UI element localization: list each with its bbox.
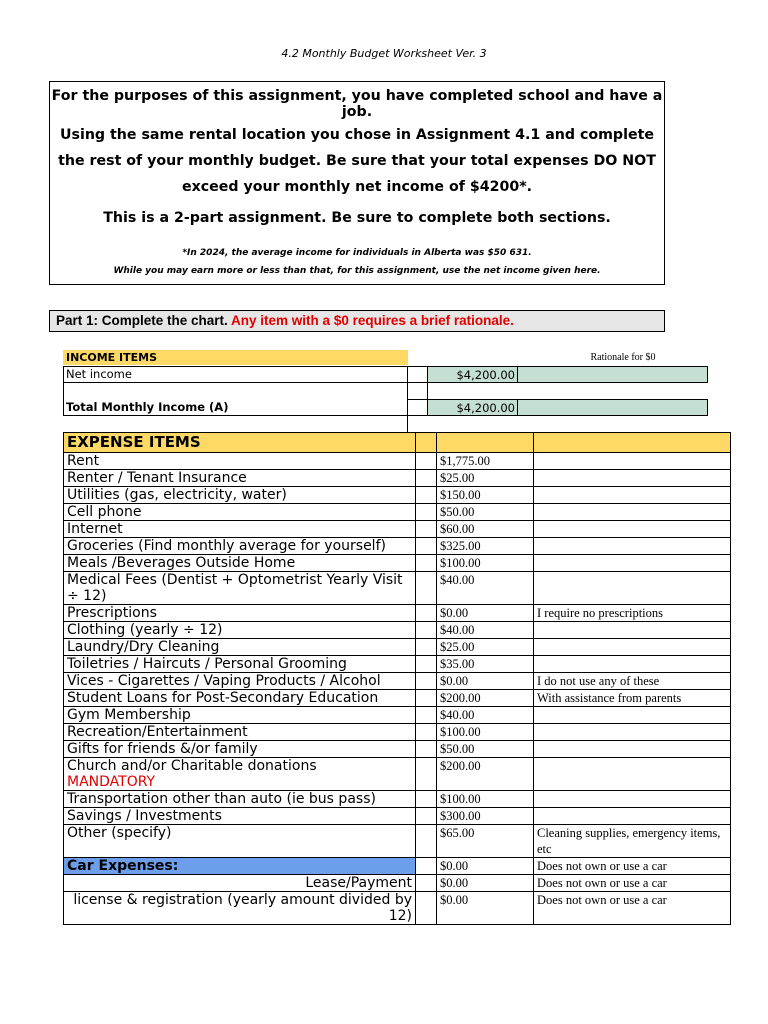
expense-row bbox=[64, 791, 731, 808]
income-table bbox=[63, 366, 708, 433]
expense-row bbox=[64, 639, 731, 656]
expense-label: Renter / Tenant Insurance bbox=[64, 470, 416, 487]
expense-row bbox=[64, 521, 731, 538]
rationale-cell[interactable] bbox=[534, 758, 731, 791]
expense-row bbox=[64, 825, 731, 858]
gap-cell bbox=[416, 707, 437, 724]
car-expense-label: Lease/Payment bbox=[64, 875, 416, 892]
gap-cell bbox=[416, 521, 437, 538]
expense-row bbox=[64, 758, 731, 791]
expense-row bbox=[64, 555, 731, 572]
amount-cell[interactable]: $40.00 bbox=[437, 622, 534, 639]
amount-cell[interactable]: $100.00 bbox=[437, 555, 534, 572]
gap-cell bbox=[416, 504, 437, 521]
expense-label: Medical Fees (Dentist + Optometrist Yearly Visit ÷ 12) bbox=[64, 572, 416, 605]
rationale-cell[interactable]: I do not use any of these bbox=[534, 673, 731, 690]
net-income-value[interactable]: $4,200.00 bbox=[427, 366, 518, 383]
amount-cell[interactable]: $35.00 bbox=[437, 656, 534, 673]
amount-cell[interactable]: $0.00 bbox=[437, 605, 534, 622]
expense-label bbox=[64, 758, 416, 791]
expense-label: Student Loans for Post-Secondary Education bbox=[64, 690, 416, 707]
gap-cell bbox=[416, 875, 437, 892]
car-expense-label: license & registration (yearly amount divided by 12) bbox=[64, 892, 416, 925]
rationale-cell[interactable] bbox=[534, 741, 731, 758]
amount-cell[interactable]: $200.00 bbox=[437, 690, 534, 707]
expense-row bbox=[64, 453, 731, 470]
income-row-border bbox=[407, 415, 428, 416]
expense-row bbox=[64, 741, 731, 758]
gap-cell bbox=[416, 825, 437, 858]
expense-row bbox=[64, 605, 731, 622]
expense-label: Toiletries / Haircuts / Personal Grooming bbox=[64, 656, 416, 673]
expense-row bbox=[64, 690, 731, 707]
amount-cell[interactable]: $200.00 bbox=[437, 758, 534, 791]
instruction-line-3: This is a 2-part assignment. Be sure to complete both sections. bbox=[103, 210, 611, 226]
charity-label: Church and/or Charitable donations bbox=[67, 758, 317, 774]
gap-cell bbox=[416, 741, 437, 758]
expense-label: Laundry/Dry Cleaning bbox=[64, 639, 416, 656]
rationale-cell[interactable] bbox=[534, 470, 731, 487]
rationale-cell[interactable]: Does not own or use a car bbox=[534, 875, 731, 892]
gap-cell bbox=[416, 892, 437, 925]
rationale-cell[interactable] bbox=[534, 639, 731, 656]
amount-cell[interactable]: $25.00 bbox=[437, 639, 534, 656]
gap-cell bbox=[416, 858, 437, 875]
expense-row bbox=[64, 504, 731, 521]
part1-label: Part 1: Complete the chart. bbox=[56, 313, 228, 328]
income-row-border bbox=[407, 366, 428, 367]
total-income-value[interactable]: $4,200.00 bbox=[427, 399, 518, 416]
expense-label: Gym Membership bbox=[64, 707, 416, 724]
car-expenses-header-row bbox=[64, 858, 731, 875]
header-amount-cell bbox=[437, 433, 534, 453]
rationale-cell[interactable]: Cleaning supplies, emergency items, etc bbox=[534, 825, 731, 858]
expense-row bbox=[64, 656, 731, 673]
gap-cell bbox=[416, 487, 437, 504]
expense-row bbox=[64, 538, 731, 555]
part1-heading bbox=[49, 310, 665, 332]
expense-label: Prescriptions bbox=[64, 605, 416, 622]
gap-cell bbox=[416, 791, 437, 808]
expense-label: Utilities (gas, electricity, water) bbox=[64, 487, 416, 504]
amount-cell[interactable]: $40.00 bbox=[437, 707, 534, 724]
income-row-border bbox=[407, 399, 428, 400]
mandatory-tag: MANDATORY bbox=[67, 774, 156, 790]
amount-cell[interactable]: $300.00 bbox=[437, 808, 534, 825]
rationale-cell[interactable] bbox=[534, 656, 731, 673]
expense-header-row bbox=[64, 433, 731, 453]
expense-row bbox=[64, 808, 731, 825]
expense-label: Recreation/Entertainment bbox=[64, 724, 416, 741]
rationale-cell[interactable] bbox=[534, 453, 731, 470]
rationale-cell[interactable] bbox=[534, 724, 731, 741]
rationale-cell[interactable] bbox=[534, 622, 731, 639]
expense-row bbox=[64, 707, 731, 724]
instruction-line-1: For the purposes of this assignment, you have completed school and have a job. bbox=[51, 88, 663, 120]
car-expense-row bbox=[64, 892, 731, 925]
rationale-cell[interactable] bbox=[534, 791, 731, 808]
amount-cell[interactable]: $100.00 bbox=[437, 791, 534, 808]
income-note-1: *In 2024, the average income for individuals in Alberta was $50 631. bbox=[182, 248, 532, 258]
rationale-cell[interactable]: Does not own or use a car bbox=[534, 858, 731, 875]
expense-row bbox=[64, 470, 731, 487]
amount-cell[interactable]: $25.00 bbox=[437, 470, 534, 487]
amount-cell[interactable]: $1,775.00 bbox=[437, 453, 534, 470]
amount-cell[interactable]: $0.00 bbox=[437, 892, 534, 925]
header-rationale-cell bbox=[534, 433, 731, 453]
instructions-box bbox=[49, 81, 665, 285]
expense-row bbox=[64, 673, 731, 690]
gap-cell bbox=[416, 758, 437, 791]
amount-cell[interactable]: $325.00 bbox=[437, 538, 534, 555]
rationale-cell[interactable]: With assistance from parents bbox=[534, 690, 731, 707]
amount-cell[interactable]: $50.00 bbox=[437, 504, 534, 521]
rationale-cell[interactable] bbox=[534, 521, 731, 538]
expense-label: Vices - Cigarettes / Vaping Products / Alcohol bbox=[64, 673, 416, 690]
rationale-cell[interactable] bbox=[534, 487, 731, 504]
rationale-header: Rationale for $0 bbox=[590, 352, 656, 363]
expense-label: Other (specify) bbox=[64, 825, 416, 858]
gap-cell bbox=[416, 470, 437, 487]
amount-cell[interactable]: $50.00 bbox=[437, 741, 534, 758]
expense-row bbox=[64, 622, 731, 639]
expense-label: Rent bbox=[64, 453, 416, 470]
gap-cell bbox=[416, 572, 437, 605]
expense-label: Gifts for friends &/or family bbox=[64, 741, 416, 758]
rationale-cell[interactable] bbox=[534, 504, 731, 521]
gap-cell bbox=[416, 690, 437, 707]
amount-cell[interactable]: $150.00 bbox=[437, 487, 534, 504]
expense-label: Savings / Investments bbox=[64, 808, 416, 825]
net-income-rationale[interactable] bbox=[517, 366, 708, 383]
part1-warning: Any item with a $0 requires a brief rationale. bbox=[231, 313, 514, 328]
amount-cell[interactable]: $100.00 bbox=[437, 724, 534, 741]
gap-cell bbox=[416, 605, 437, 622]
income-row-border bbox=[63, 382, 408, 383]
gap-cell bbox=[416, 622, 437, 639]
gap-cell bbox=[416, 808, 437, 825]
expense-label: Internet bbox=[64, 521, 416, 538]
header-gap-cell bbox=[416, 433, 437, 453]
rationale-cell[interactable]: Does not own or use a car bbox=[534, 892, 731, 925]
gap-cell bbox=[416, 639, 437, 656]
instruction-line-2: Using the same rental location you chose in Assignment 4.1 and complete the rest of your monthly budget. Be sure that your total expenses DO NOT exceed your monthly net income of $4200*. bbox=[58, 127, 656, 195]
amount-cell[interactable]: $65.00 bbox=[437, 825, 534, 858]
expense-label: Transportation other than auto (ie bus pass) bbox=[64, 791, 416, 808]
total-income-label: Total Monthly Income (A) bbox=[66, 400, 229, 414]
car-expense-row bbox=[64, 875, 731, 892]
rationale-cell[interactable] bbox=[534, 808, 731, 825]
rationale-cell[interactable]: I require no prescriptions bbox=[534, 605, 731, 622]
rationale-cell[interactable] bbox=[534, 572, 731, 605]
amount-cell[interactable]: $60.00 bbox=[437, 521, 534, 538]
rationale-cell[interactable] bbox=[534, 555, 731, 572]
expense-label: Clothing (yearly ÷ 12) bbox=[64, 622, 416, 639]
income-row-border bbox=[63, 366, 64, 415]
expense-row bbox=[64, 724, 731, 741]
gap-cell bbox=[416, 673, 437, 690]
amount-cell[interactable]: $40.00 bbox=[437, 572, 534, 605]
document-title: 4.2 Monthly Budget Worksheet Ver. 3 bbox=[281, 47, 487, 60]
expense-items-header: EXPENSE ITEMS bbox=[64, 433, 416, 453]
rationale-cell[interactable] bbox=[534, 707, 731, 724]
expense-label: Meals /Beverages Outside Home bbox=[64, 555, 416, 572]
gap-cell bbox=[416, 555, 437, 572]
expense-label: Groceries (Find monthly average for yourself) bbox=[64, 538, 416, 555]
total-income-rationale[interactable] bbox=[517, 399, 708, 416]
expense-row bbox=[64, 487, 731, 504]
expense-table bbox=[63, 432, 731, 925]
income-note-2: While you may earn more or less than that, for this assignment, use the net income given here. bbox=[113, 266, 601, 276]
income-row-border bbox=[63, 415, 408, 416]
gap-cell bbox=[416, 656, 437, 673]
amount-cell[interactable]: $0.00 bbox=[437, 875, 534, 892]
amount-cell[interactable]: $0.00 bbox=[437, 673, 534, 690]
income-items-header: INCOME ITEMS bbox=[63, 350, 408, 365]
rationale-cell[interactable] bbox=[534, 538, 731, 555]
amount-cell[interactable]: $0.00 bbox=[437, 858, 534, 875]
gap-cell bbox=[416, 724, 437, 741]
gap-cell bbox=[416, 453, 437, 470]
expense-label: Cell phone bbox=[64, 504, 416, 521]
car-expenses-header: Car Expenses: bbox=[64, 858, 416, 875]
net-income-label: Net income bbox=[66, 367, 132, 381]
income-row-border bbox=[407, 382, 428, 383]
expense-row bbox=[64, 572, 731, 605]
gap-cell bbox=[416, 538, 437, 555]
